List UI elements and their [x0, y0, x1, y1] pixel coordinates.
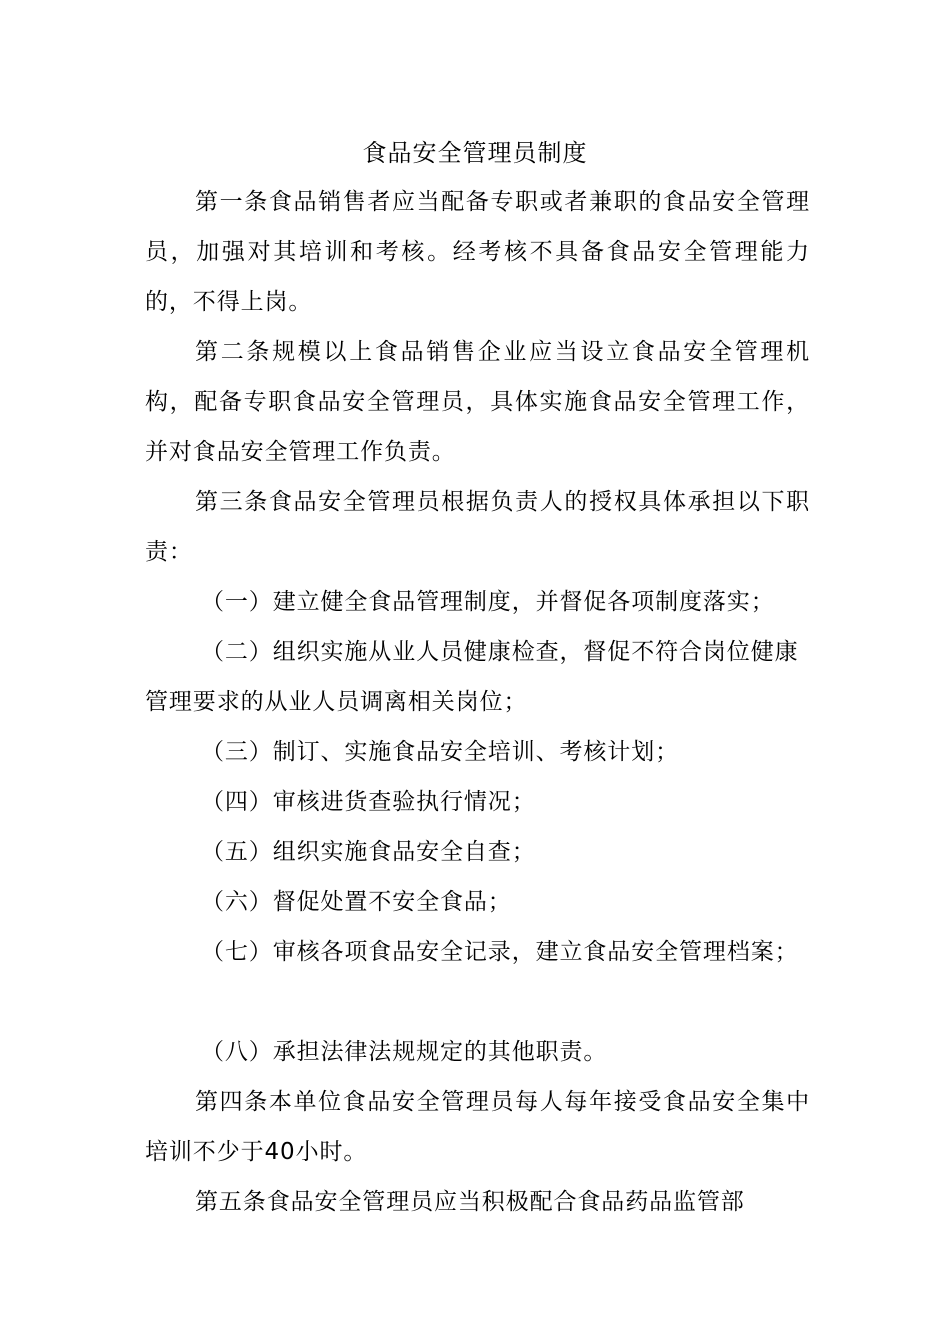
duty-item-3: （三）制订、实施食品安全培训、考核计划； [201, 739, 679, 765]
duty-item-4: （四）审核进货查验执行情况； [201, 789, 536, 815]
article-5: 第五条食品安全管理员应当积极配合食品药品监管部 [195, 1189, 745, 1215]
article-4: 第四条本单位食品安全管理员每人每年接受食品安全集中培训不少于40小时。 [145, 1089, 810, 1165]
duty-item-8: （八）承担法律法规规定的其他职责。 [201, 1039, 608, 1065]
duty-item-7: （七）审核各项食品安全记录，建立食品安全管理档案； [201, 939, 799, 965]
article-3: 第三条食品安全管理员根据负责人的授权具体承担以下职责： [145, 489, 810, 565]
document-title: 食品安全管理员制度 [362, 139, 588, 167]
article-2: 第二条规模以上食品销售企业应当设立食品安全管理机构，配备专职食品安全管理员，具体实施食品安全管理工作，并对食品安全管理工作负责。 [145, 339, 810, 465]
duty-item-2: （二）组织实施从业人员健康检查，督促不符合岗位健康管理要求的从业人员调离相关岗位； [145, 639, 799, 715]
duty-item-5: （五）组织实施食品安全自查； [201, 839, 536, 865]
duty-item-6: （六）督促处置不安全食品； [201, 889, 512, 915]
article-1: 第一条食品销售者应当配备专职或者兼职的食品安全管理员，加强对其培训和考核。经考核不具备食品安全管理能力的，不得上岗。 [145, 189, 810, 315]
duty-item-1: （一）建立健全食品管理制度，并督促各项制度落实； [201, 589, 775, 615]
